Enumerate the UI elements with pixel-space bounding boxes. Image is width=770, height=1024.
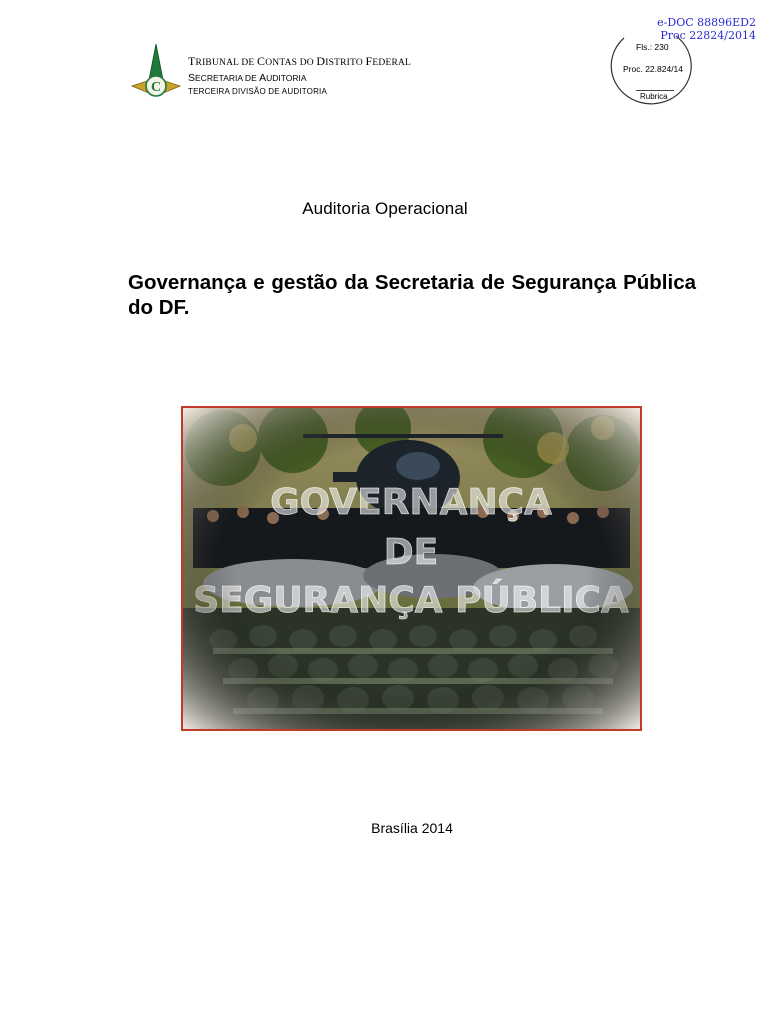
division-name: TERCEIRA DIVISÃO DE AUDITORIA [188,87,328,96]
document-title: Governança e gestão da Secretaria de Segurança Pública do DF. [128,271,696,319]
city-year: Brasília 2014 [371,820,453,836]
document-kind: Auditoria Operacional [302,199,468,218]
stamp-fls: Fls.: 230 [636,42,669,52]
edoc-code: e-DOC 88896ED2 [657,16,756,29]
edoc-process: Proc 22824/2014 [660,29,756,42]
stamp-signature-line [636,90,674,91]
document-header [130,40,550,102]
tcdf-logo-icon [130,42,182,98]
cover-image [181,406,642,731]
organization-block [188,54,411,98]
protocol-stamp [606,30,698,112]
secretaria-name: SECRETARIA DE AUDITORIA [188,72,307,84]
stamp-proc: Proc. 22.824/14 [623,64,684,74]
organization-name: TRIBUNAL DE CONTAS DO DISTRITO FEDERAL [188,54,412,68]
svg-text:C: C [150,80,162,95]
stamp-rubrica: Rubrica [640,92,668,101]
